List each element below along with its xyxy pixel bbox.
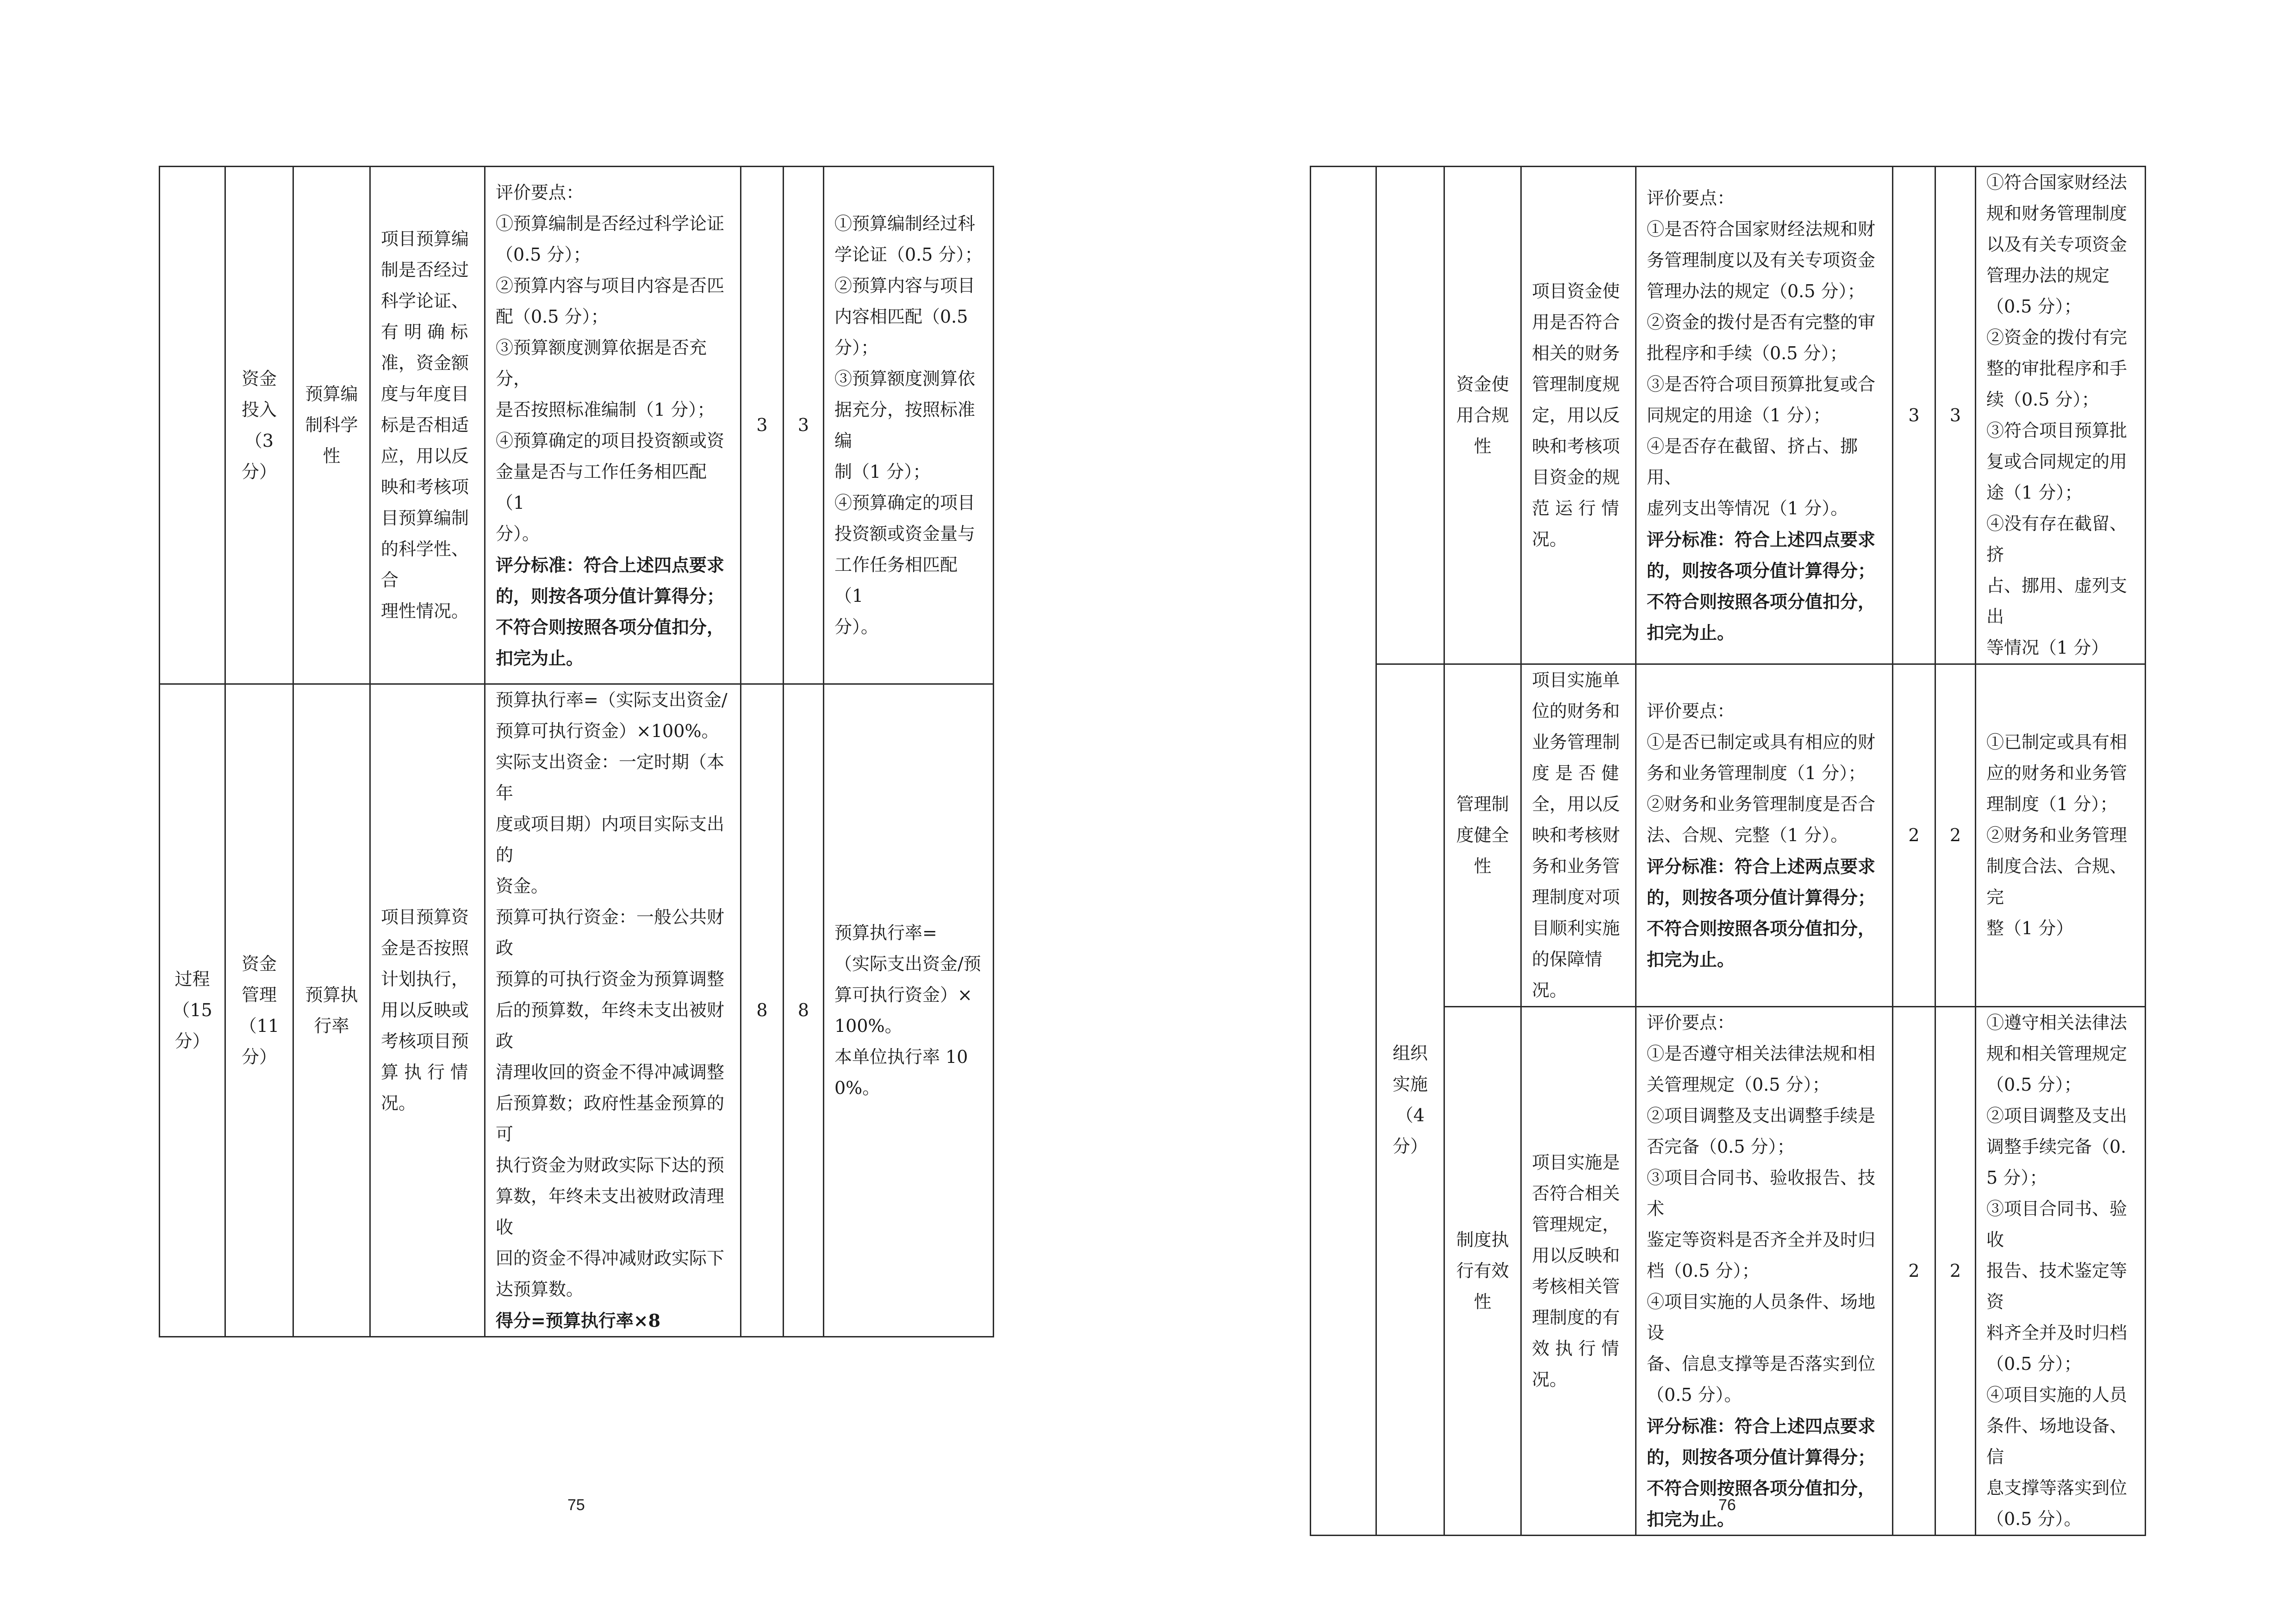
result-cell bbox=[1976, 167, 2146, 664]
cell-line: ③是否符合项目预算批复或合 bbox=[1647, 374, 1876, 394]
weight-cell: 8 bbox=[741, 684, 784, 1337]
cell-line: 资金。 bbox=[496, 876, 549, 896]
cell-line: 否完备（0.5 分）； bbox=[1647, 1137, 1795, 1157]
cell-line: 资金使 bbox=[1456, 374, 1509, 394]
cell-line: 效 执 行 情 bbox=[1532, 1338, 1619, 1359]
cell-line: 途（1 分）； bbox=[1986, 482, 2083, 503]
criteria-cell bbox=[1636, 664, 1893, 1007]
cell-line: ②财务和业务管理 bbox=[1986, 825, 2128, 845]
score-cell: 2 bbox=[1935, 1007, 1976, 1536]
criteria-cell bbox=[485, 684, 741, 1337]
scoring-standard-line: 的，则按各项分值计算得分； bbox=[1647, 1447, 1876, 1468]
cell-line: 虚列支出等情况（1 分）。 bbox=[1647, 498, 1848, 518]
cell-line: 组织 bbox=[1392, 1043, 1428, 1063]
evaluation-table-right bbox=[1310, 166, 2146, 1536]
cell-line: 务和业务管理制度（1 分）； bbox=[1647, 763, 1866, 783]
result-cell bbox=[1976, 664, 2146, 1007]
table-row bbox=[1311, 664, 2146, 1007]
scoring-standard-line: 不符合则按照各项分值扣分， bbox=[1647, 1478, 1876, 1499]
cell-line: 报告、技术鉴定等资 bbox=[1986, 1261, 2128, 1312]
cell-line: 算 执 行 情 bbox=[381, 1062, 468, 1082]
cell-line: 范 运 行 情 bbox=[1532, 498, 1619, 518]
cell-line: 法、合规、完整（1 分）。 bbox=[1647, 825, 1848, 845]
page-number: 75 bbox=[567, 1496, 585, 1514]
cell-line: 息支撑等落实到位 bbox=[1986, 1478, 2128, 1498]
weight-cell: 2 bbox=[1893, 1007, 1935, 1536]
cell-line: ④没有存在截留、挤 bbox=[1986, 513, 2128, 565]
cell-line: 制是否经过 bbox=[381, 260, 469, 280]
page-number: 76 bbox=[1718, 1496, 1736, 1514]
criteria-cell bbox=[1636, 1007, 1893, 1536]
cell-line: 度与年度目 bbox=[381, 384, 469, 404]
cell-line: 预算的可执行资金为预算调整 bbox=[496, 969, 725, 989]
scoring-standard-line: 不符合则按照各项分值扣分， bbox=[1647, 591, 1876, 612]
cell-line: 制（1 分）； bbox=[834, 461, 931, 482]
cell-line: 理制度的有 bbox=[1532, 1307, 1620, 1328]
cell-line: ③符合项目预算批 bbox=[1986, 420, 2128, 441]
cell-line: ①预算编制经过科 bbox=[834, 213, 976, 234]
cell-line: ①已制定或具有相 bbox=[1986, 732, 2128, 752]
scoring-standard-line: 不符合则按照各项分值扣分， bbox=[496, 616, 725, 637]
cell-line: 等情况（1 分） bbox=[1986, 637, 2109, 658]
level3-cell bbox=[1444, 1007, 1521, 1536]
cell-line: ①预算编制是否经过科学论证 bbox=[496, 213, 725, 234]
cell-line: （0.5 分）。 bbox=[1986, 1509, 2082, 1529]
cell-line: 用以反映和 bbox=[1532, 1245, 1620, 1266]
cell-line: 100%。 bbox=[834, 1015, 902, 1036]
indicator-cell bbox=[370, 167, 485, 684]
indicator-cell bbox=[1521, 1007, 1636, 1536]
cell-line: 位的财务和 bbox=[1532, 701, 1620, 721]
cell-line: 映和考核财 bbox=[1532, 825, 1620, 845]
cell-line: ①符合国家财经法 bbox=[1986, 172, 2128, 193]
scoring-standard-line: 扣完为止。 bbox=[1647, 1509, 1735, 1530]
cell-line: 评价要点： bbox=[496, 182, 584, 203]
cell-line: 况。 bbox=[1532, 529, 1568, 550]
cell-line: 实际支出资金：一定时期（本年 bbox=[496, 752, 725, 803]
cell-line: 分） bbox=[1392, 1136, 1428, 1156]
cell-line: 学论证（0.5 分）； bbox=[834, 244, 983, 265]
cell-line: 性 bbox=[1474, 1292, 1492, 1312]
cell-line: （0.5 分）； bbox=[1986, 1074, 2082, 1095]
level1-cell bbox=[160, 167, 225, 684]
cell-line: 资金 bbox=[241, 368, 277, 389]
level3-cell bbox=[293, 167, 370, 684]
cell-line: 分）。 bbox=[496, 523, 540, 544]
cell-line: 预算执行率= bbox=[834, 922, 937, 943]
cell-line: ②预算内容与项目内容是否匹 bbox=[496, 275, 725, 296]
criteria-cell bbox=[1636, 167, 1893, 664]
level1-cell bbox=[160, 684, 225, 1337]
cell-line: 后的预算数，年终未支出被财政 bbox=[496, 1000, 725, 1051]
level1-cell bbox=[1311, 167, 1376, 1536]
level2-cell bbox=[225, 167, 293, 684]
indicator-cell bbox=[1521, 167, 1636, 664]
weight-cell: 3 bbox=[741, 167, 784, 684]
scoring-standard-line: 扣完为止。 bbox=[1647, 622, 1735, 643]
cell-line: 项目预算资 bbox=[381, 907, 469, 927]
cell-line: 清理收回的资金不得冲减调整 bbox=[496, 1062, 725, 1082]
cell-line: 分） bbox=[241, 461, 277, 482]
cell-line: 评价要点： bbox=[1647, 701, 1735, 721]
scoring-standard-line: 扣完为止。 bbox=[1647, 949, 1735, 970]
cell-line: 项目预算编 bbox=[381, 229, 469, 249]
cell-line: 定，用以反 bbox=[1532, 405, 1620, 425]
cell-line: 过程 bbox=[174, 969, 210, 989]
cell-line: ③项目合同书、验收 bbox=[1986, 1199, 2128, 1250]
cell-line: 制科学 bbox=[305, 415, 358, 435]
cell-line: 用是否符合 bbox=[1532, 312, 1620, 332]
cell-line: ④预算确定的项目 bbox=[834, 492, 976, 513]
cell-line: 应的财务和业务管 bbox=[1986, 763, 2128, 783]
cell-line: ③预算额度测算依据是否充分， bbox=[496, 337, 707, 389]
cell-line: ④项目实施的人员条件、场地设 bbox=[1647, 1292, 1876, 1343]
cell-line: 预算可执行资金：一般公共财政 bbox=[496, 907, 725, 958]
scoring-standard-line: 的，则按各项分值计算得分； bbox=[1647, 560, 1876, 581]
cell-line: 本单位执行率 100%。 bbox=[834, 1046, 968, 1098]
cell-line: 务管理制度以及有关专项资金 bbox=[1647, 250, 1876, 270]
result-cell bbox=[824, 167, 994, 684]
cell-line: 条件、场地设备、信 bbox=[1986, 1416, 2128, 1467]
cell-line: 目资金的规 bbox=[1532, 467, 1620, 487]
cell-line: 考核项目预 bbox=[381, 1031, 469, 1051]
cell-line: 性 bbox=[1474, 856, 1492, 876]
evaluation-table-left bbox=[159, 166, 994, 1337]
cell-line: 的科学性、合 bbox=[381, 539, 469, 590]
cell-line: 的保障情况。 bbox=[1532, 949, 1603, 1000]
cell-line: ②资金的拨付是否有完整的审 bbox=[1647, 312, 1876, 332]
cell-line: 预算执行率=（实际支出资金/ bbox=[496, 690, 728, 710]
table-row bbox=[160, 684, 994, 1337]
cell-line: 性 bbox=[1474, 436, 1492, 456]
weight-cell: 3 bbox=[1893, 167, 1935, 664]
cell-line: 是否按照标准编制（1 分）； bbox=[496, 399, 715, 420]
level2-cell bbox=[1376, 167, 1444, 664]
weight-cell: 2 bbox=[1893, 664, 1935, 1007]
cell-line: 投入 bbox=[241, 399, 277, 420]
cell-line: 据充分，按照标准编 bbox=[834, 399, 976, 451]
cell-line: 项目实施单 bbox=[1532, 670, 1620, 690]
cell-line: 行率 bbox=[314, 1015, 349, 1036]
cell-line: （3 bbox=[244, 430, 274, 451]
cell-line: 映和考核项 bbox=[1532, 436, 1620, 456]
cell-line: （0.5 分）； bbox=[496, 244, 591, 265]
result-cell bbox=[1976, 1007, 2146, 1536]
cell-line: 算数，年终未支出被财政清理收 bbox=[496, 1186, 725, 1237]
cell-line: 执行资金为财政实际下达的预 bbox=[496, 1155, 725, 1175]
cell-line: 金量是否与工作任务相匹配（1 bbox=[496, 461, 707, 513]
table-row bbox=[1311, 167, 2146, 664]
cell-line: 规和财务管理制度 bbox=[1986, 203, 2128, 224]
cell-line: 准，资金额 bbox=[381, 353, 469, 373]
cell-line: （0.5 分）。 bbox=[1647, 1385, 1742, 1405]
cell-line: ②财务和业务管理制度是否合 bbox=[1647, 794, 1876, 814]
cell-line: 用合规 bbox=[1456, 405, 1509, 425]
cell-line: ①是否符合国家财经法规和财 bbox=[1647, 219, 1876, 239]
cell-line: 管理办法的规定 bbox=[1986, 265, 2110, 286]
cell-line: 分）。 bbox=[834, 616, 879, 637]
cell-line: 标是否相适 bbox=[381, 415, 469, 435]
score-cell: 3 bbox=[1935, 167, 1976, 664]
cell-line: 整的审批程序和手 bbox=[1986, 358, 2128, 379]
cell-line: 性 bbox=[323, 446, 341, 466]
cell-line: 目预算编制 bbox=[381, 508, 469, 528]
level3-cell bbox=[1444, 664, 1521, 1007]
cell-line: ①是否已制定或具有相应的财 bbox=[1647, 732, 1876, 752]
scoring-standard-line: 评分标准：符合上述两点要求 bbox=[1647, 856, 1876, 877]
level3-cell bbox=[293, 684, 370, 1337]
cell-line: （实际支出资金/预 bbox=[834, 953, 981, 974]
cell-line: 回的资金不得冲减财政实际下 bbox=[496, 1248, 725, 1268]
cell-line: 全，用以反 bbox=[1532, 794, 1620, 814]
level2-cell bbox=[225, 684, 293, 1337]
cell-line: ③预算额度测算依 bbox=[834, 368, 976, 389]
cell-line: 目顺利实施 bbox=[1532, 918, 1620, 938]
cell-line: 同规定的用途（1 分）； bbox=[1647, 405, 1831, 425]
cell-line: 管理规定， bbox=[1532, 1214, 1620, 1235]
scoring-standard-line: 的，则按各项分值计算得分； bbox=[496, 585, 725, 606]
cell-line: 务和业务管 bbox=[1532, 856, 1620, 876]
indicator-cell bbox=[1521, 664, 1636, 1007]
cell-line: 评价要点： bbox=[1647, 187, 1735, 208]
cell-line: 分）； bbox=[834, 337, 879, 358]
cell-line: 况。 bbox=[381, 1093, 417, 1113]
cell-line: 管理办法的规定（0.5 分）； bbox=[1647, 281, 1865, 301]
criteria-cell bbox=[485, 167, 741, 684]
cell-line: 管理 bbox=[241, 984, 277, 1005]
cell-line: （11 bbox=[239, 1015, 280, 1036]
cell-line: 项目实施是 bbox=[1532, 1152, 1620, 1173]
cell-line: ④是否存在截留、挤占、挪用、 bbox=[1647, 436, 1858, 487]
result-cell bbox=[824, 684, 994, 1337]
scoring-standard-line: 评分标准：符合上述四点要求 bbox=[1647, 1416, 1876, 1437]
scoring-standard-line: 评分标准：符合上述四点要求 bbox=[1647, 529, 1876, 550]
cell-line: 度或项目期）内项目实际支出的 bbox=[496, 814, 725, 865]
cell-line: 业务管理制 bbox=[1532, 732, 1620, 752]
table-row bbox=[160, 167, 994, 684]
cell-line: 规和相关管理规定 bbox=[1986, 1043, 2128, 1064]
cell-line: 关管理规定（0.5 分）； bbox=[1647, 1074, 1830, 1095]
cell-line: 科学论证、 bbox=[381, 291, 469, 311]
cell-line: 预算可执行资金）×100%。 bbox=[496, 721, 719, 741]
cell-line: ④预算确定的项目投资额或资 bbox=[496, 430, 725, 451]
cell-line: 否符合相关 bbox=[1532, 1183, 1620, 1204]
cell-line: ②预算内容与项目 bbox=[834, 275, 976, 296]
indicator-cell bbox=[370, 684, 485, 1337]
cell-line: 理制度对项 bbox=[1532, 887, 1620, 907]
cell-line: ①遵守相关法律法 bbox=[1986, 1012, 2128, 1033]
cell-line: ②项目调整及支出 bbox=[1986, 1106, 2128, 1126]
cell-line: 项目资金使 bbox=[1532, 281, 1620, 301]
cell-line: （4 bbox=[1395, 1105, 1425, 1125]
cell-line: 调整手续完备（0.5 分）； bbox=[1986, 1137, 2127, 1188]
cell-line: 应，用以反 bbox=[381, 446, 469, 466]
cell-line: 分） bbox=[174, 1031, 210, 1051]
cell-line: 预算执 bbox=[305, 984, 358, 1005]
cell-line: 鉴定等资料是否齐全并及时归 bbox=[1647, 1230, 1876, 1250]
cell-line: 料齐全并及时归档 bbox=[1986, 1323, 2128, 1343]
level3-cell bbox=[1444, 167, 1521, 664]
cell-line: 行有效 bbox=[1456, 1261, 1509, 1281]
cell-line: ②项目调整及支出调整手续是 bbox=[1647, 1106, 1876, 1126]
cell-line: 批程序和手续（0.5 分）； bbox=[1647, 343, 1848, 363]
cell-line: 达预算数。 bbox=[496, 1279, 584, 1299]
cell-line: 以及有关专项资金 bbox=[1986, 234, 2128, 255]
score-cell: 8 bbox=[784, 684, 824, 1337]
cell-line: 复或合同规定的用 bbox=[1986, 451, 2128, 472]
scoring-standard-line: 的，则按各项分值计算得分； bbox=[1647, 887, 1876, 908]
cell-line: 整（1 分） bbox=[1986, 918, 2074, 938]
cell-line: 理性情况。 bbox=[381, 601, 469, 621]
cell-line: 相关的财务 bbox=[1532, 343, 1620, 363]
cell-line: 度 是 否 健 bbox=[1532, 763, 1619, 783]
cell-line: 后预算数；政府性基金预算的可 bbox=[496, 1093, 725, 1144]
cell-line: 占、挪用、虚列支出 bbox=[1986, 575, 2128, 627]
cell-line: 管理制 bbox=[1456, 794, 1509, 814]
cell-line: ①是否遵守相关法律法规和相 bbox=[1647, 1043, 1876, 1064]
cell-line: 内容相匹配（0.5 bbox=[834, 306, 968, 327]
cell-line: 资金 bbox=[241, 953, 277, 974]
cell-line: 备、信息支撑等是否落实到位 bbox=[1647, 1354, 1876, 1374]
cell-line: 理制度（1 分）； bbox=[1986, 794, 2118, 814]
cell-line: 分） bbox=[241, 1046, 277, 1067]
cell-line: 金是否按照 bbox=[381, 938, 469, 958]
cell-line: 制度执 bbox=[1456, 1230, 1509, 1250]
scoring-standard-line: 不符合则按照各项分值扣分， bbox=[1647, 918, 1876, 939]
cell-line: （15 bbox=[172, 1000, 212, 1020]
scoring-standard-line: 得分=预算执行率×8 bbox=[496, 1310, 661, 1331]
cell-line: 配（0.5 分）； bbox=[496, 306, 609, 327]
cell-line: 度健全 bbox=[1456, 825, 1509, 845]
cell-line: ④项目实施的人员 bbox=[1986, 1385, 2128, 1405]
cell-line: 投资额或资金量与 bbox=[834, 523, 976, 544]
cell-line: 管理制度规 bbox=[1532, 374, 1620, 394]
cell-line: 映和考核项 bbox=[381, 477, 469, 497]
cell-line: 评价要点： bbox=[1647, 1012, 1735, 1033]
cell-line: 有 明 确 标 bbox=[381, 322, 468, 342]
cell-line: 续（0.5 分）； bbox=[1986, 389, 2099, 410]
cell-line: 用以反映或 bbox=[381, 1000, 469, 1020]
cell-line: 工作任务相匹配（1 bbox=[834, 554, 958, 606]
level2-cell bbox=[1376, 664, 1444, 1536]
cell-line: 考核相关管 bbox=[1532, 1276, 1620, 1297]
cell-line: （0.5 分）； bbox=[1986, 296, 2082, 317]
scoring-standard-line: 扣完为止。 bbox=[496, 647, 584, 668]
score-cell: 2 bbox=[1935, 664, 1976, 1007]
cell-line: 制度合法、合规、完 bbox=[1986, 856, 2128, 907]
cell-line: 实施 bbox=[1392, 1074, 1428, 1094]
score-cell: 3 bbox=[784, 167, 824, 684]
cell-line: 况。 bbox=[1532, 1369, 1568, 1390]
cell-line: ③项目合同书、验收报告、技术 bbox=[1647, 1168, 1876, 1219]
scoring-standard-line: 评分标准：符合上述四点要求 bbox=[496, 554, 725, 575]
cell-line: （0.5 分）； bbox=[1986, 1354, 2082, 1374]
cell-line: 计划执行， bbox=[381, 969, 469, 989]
cell-line: 算可执行资金）× bbox=[834, 984, 972, 1005]
cell-line: ②资金的拨付有完 bbox=[1986, 327, 2128, 348]
cell-line: 档（0.5 分）； bbox=[1647, 1261, 1760, 1281]
cell-line: 预算编 bbox=[305, 384, 358, 404]
